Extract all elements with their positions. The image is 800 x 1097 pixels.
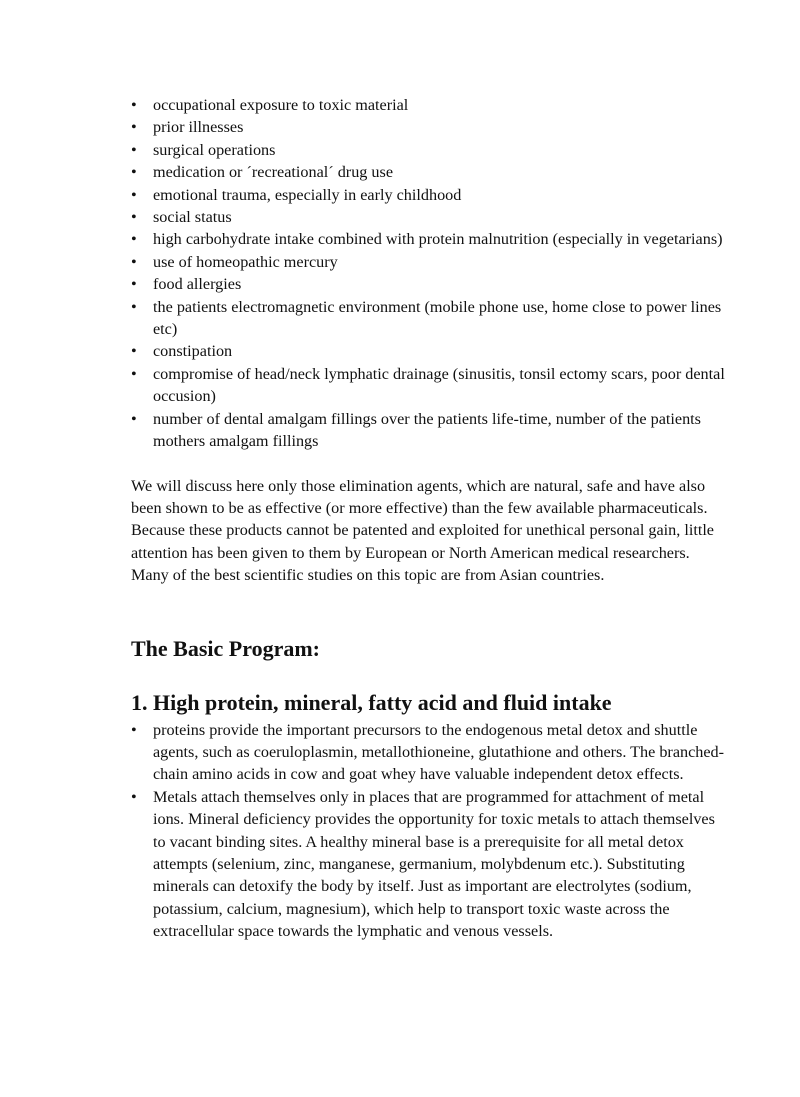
- list-item-text: social status: [153, 208, 232, 227]
- list-item: [131, 228, 731, 250]
- list-item: [131, 786, 731, 943]
- document-page: [131, 94, 731, 943]
- list-item: [131, 116, 731, 138]
- list-item-text: use of homeopathic mercury: [153, 252, 338, 271]
- subsection-heading: 1. High protein, mineral, fatty acid and fluid intake: [131, 689, 612, 715]
- list-item-text: surgical operations: [153, 140, 276, 159]
- list-item-text: emotional trauma, especially in early childhood: [153, 185, 462, 204]
- list-item-text: constipation: [153, 342, 233, 361]
- bullet-icon: •: [131, 140, 137, 159]
- bullet-icon: •: [131, 275, 137, 294]
- list-item-text: proteins provide the important precursors to the endogenous metal detox and shuttle agents, such as coeruloplasmin, metallothioneine, glutathione and others. The branched-chain amino acids in cow and goat whey have valuable independent detox effects.: [153, 720, 725, 784]
- list-item: [131, 296, 731, 341]
- bullet-icon: •: [131, 297, 137, 316]
- list-item: [131, 206, 731, 228]
- list-item: [131, 408, 731, 453]
- section-heading: The Basic Program:: [131, 635, 321, 661]
- bullet-icon: •: [131, 409, 137, 428]
- list-item-text: food allergies: [153, 275, 242, 294]
- list-item-text: prior illnesses: [153, 118, 244, 137]
- bullet-icon: •: [131, 720, 137, 739]
- list-item: [131, 139, 731, 161]
- list-item: [131, 273, 731, 295]
- program-item-list: [131, 719, 731, 943]
- list-item: [131, 161, 731, 183]
- list-item-text: high carbohydrate intake combined with protein malnutrition (especially in vegetarians): [153, 230, 723, 249]
- list-item-text: medication or ´recreational´ drug use: [153, 163, 394, 182]
- bullet-icon: •: [131, 252, 137, 271]
- bullet-icon: •: [131, 118, 137, 137]
- list-item: [131, 184, 731, 206]
- list-item-text: compromise of head/neck lymphatic drainage (sinusitis, tonsil ectomy scars, poor dental occusion): [153, 364, 725, 406]
- bullet-icon: •: [131, 787, 137, 806]
- list-item: [131, 340, 731, 362]
- bullet-icon: •: [131, 364, 137, 383]
- list-item: [131, 94, 731, 116]
- list-item-text: the patients electromagnetic environment (mobile phone use, home close to power lines etc): [153, 297, 722, 339]
- list-item-text: occupational exposure to toxic material: [153, 96, 409, 114]
- list-item: [131, 363, 731, 408]
- bullet-icon: •: [131, 230, 137, 249]
- bullet-icon: •: [131, 163, 137, 182]
- list-item-text: number of dental amalgam fillings over the patients life-time, number of the patients mothers amalgam fillings: [153, 409, 701, 451]
- list-item: [131, 251, 731, 273]
- bullet-icon: •: [131, 185, 137, 204]
- list-item: [131, 719, 731, 786]
- list-item-text: Metals attach themselves only in places that are programmed for attachment of metal ions. Mineral deficiency provides the opportunity for toxic metals to attach themselves to vacant binding sites. A healthy mineral base is a prerequisite for all metal detox attempts (selenium, zinc, manganese, germanium, molybdenum etc.). Substituting minerals can detoxify the body by itself. Just as important are electrolytes (sodium, potassium, calcium, magnesium), which help to transport toxic waste across the extracellular space towards the lymphatic and venous vessels.: [153, 787, 715, 941]
- bullet-icon: •: [131, 96, 137, 114]
- bullet-icon: •: [131, 342, 137, 361]
- bullet-icon: •: [131, 208, 137, 227]
- intro-paragraph: We will discuss here only those elimination agents, which are natural, safe and have also been shown to be as effective (or more effective) than the few available pharmaceuticals. Because these products cannot be patented and exploited for unethical personal gain, little attention has been given to them by European or North American medical researchers. Many of the best scientific studies on this topic are from Asian countries.: [131, 476, 714, 585]
- risk-factor-list: [131, 94, 731, 453]
